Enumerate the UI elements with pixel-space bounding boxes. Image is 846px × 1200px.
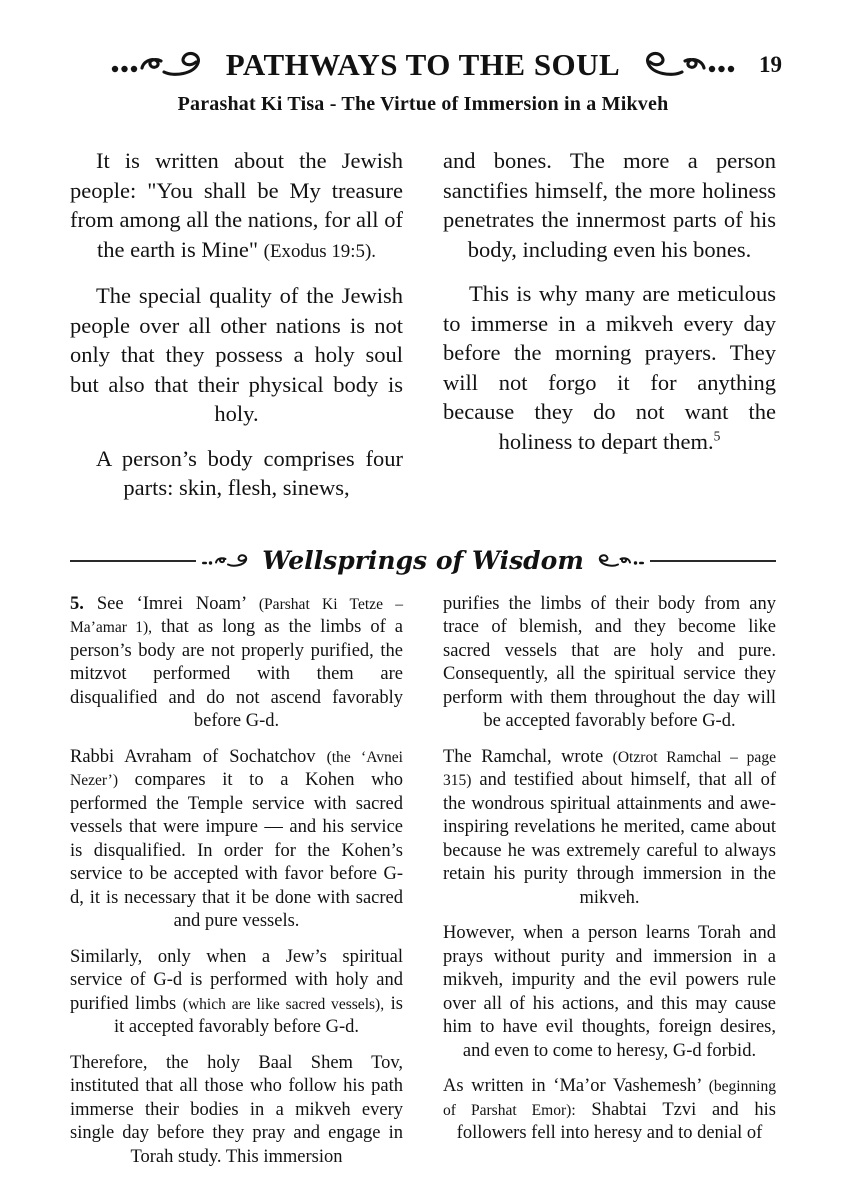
main-text: [0, 146, 846, 503]
paragraph: The special quality of the Jewish people over all other nations is not only that they possess a holy soul but also that their physical body is holy.: [70, 283, 403, 426]
page-number: 19: [759, 52, 782, 77]
book-title: PATHWAYS TO THE SOUL: [225, 47, 621, 82]
footnotes-left-column: [70, 593, 403, 1170]
flourish-left-icon: [110, 50, 214, 80]
divider-rule-left: [70, 560, 196, 562]
footnote-paragraph: The Ramchal, wrote (Otzrot Ramchal – page 315) and testified about himself, that all of the wondrous spiritual attainments and awe-inspiring revelations he merited, came about because he was extremely careful to always retain his purity through immersion in the mikveh.: [443, 746, 776, 908]
paragraph: A person’s body comprises four parts: skin, flesh, sinews,: [96, 445, 403, 500]
flourish-right-icon: [632, 50, 736, 80]
footnote-paragraph: As written in ‘Ma’or Vashemesh’ (beginning of Parshat Emor): Shabtai Tzvi and his followers fell into heresy and to denial of: [443, 1076, 777, 1143]
divider-flourish-left-icon: [202, 550, 254, 572]
divider-title: Wellsprings of Wisdom: [262, 546, 584, 575]
chapter-subtitle: Parashat Ki Tisa - The Virtue of Immersion in a Mikveh: [177, 93, 669, 115]
footnotes-section: [0, 593, 846, 1170]
paragraph: This is why many are meticulous to immerse in a mikveh every day before the morning prayers. They will not forgo it for anything because they do not want the holiness to depart them.$^5$: [443, 281, 776, 454]
footnote-paragraph: purifies the limbs of their body from any trace of blemish, and they become like sacred vessels that are holy and pure. Consequently, all the spiritual service they perform with them throughout the day will be accepted favorably before G-d.: [443, 593, 776, 731]
paragraph: It is written about the Jewish people: "You shall be My treasure from among all the nations, for all of the earth is Mine" (Exodus 19:5).: [70, 148, 403, 262]
footnote-paragraph: Rabbi Avraham of Sochatchov (the ‘Avnei Nezer’) compares it to a Kohen who performed the Temple service with sacred vessels that were impure — and his service is disqualified. In order for the Kohen’s service to be accepted with favor before G-d, it is necessary that it be done with sacred and pure vessels.: [70, 746, 403, 931]
main-left-column: [70, 146, 403, 503]
footnote-paragraph: Therefore, the holy Baal Shem Tov, instituted that all those who follow his path immerse their bodies in a mikveh every single day before they pray and engage in Torah study. This immersion: [70, 1052, 403, 1167]
main-right-column: [443, 146, 776, 503]
footnote-paragraph: However, when a person learns Torah and prays without purity and immersion in a mikveh, impurity and the evil powers rule over all of his actions, and this may cause him to have evil thoughts, foreign desires, and even to come to heresy, G-d forbid.: [443, 923, 776, 1061]
divider-inner: [196, 546, 650, 575]
footnote-paragraph: 5. See ‘Imrei Noam’ (Parshat Ki Tetze – Ma’amar 1), that as long as the limbs of a person’s body are not properly purified, the mitzvot performed with them are disqualified and do not ascend favorably before G-d.: [70, 593, 404, 731]
wellsprings-divider: [70, 543, 776, 579]
page-header: [0, 0, 846, 116]
divider-flourish-right-icon: [592, 550, 644, 572]
divider-rule-right: [650, 560, 776, 562]
footnote-paragraph: Similarly, only when a Jew’s spiritual service of G-d is performed with holy and purified limbs (which are like sacred vessels), is it accepted favorably before G-d.: [70, 946, 403, 1037]
title-row: [0, 44, 846, 86]
footnotes-right-column: [443, 593, 776, 1170]
paragraph: and bones. The more a person sanctifies himself, the more holiness penetrates the innermost parts of his body, including even his bones.: [443, 148, 776, 262]
